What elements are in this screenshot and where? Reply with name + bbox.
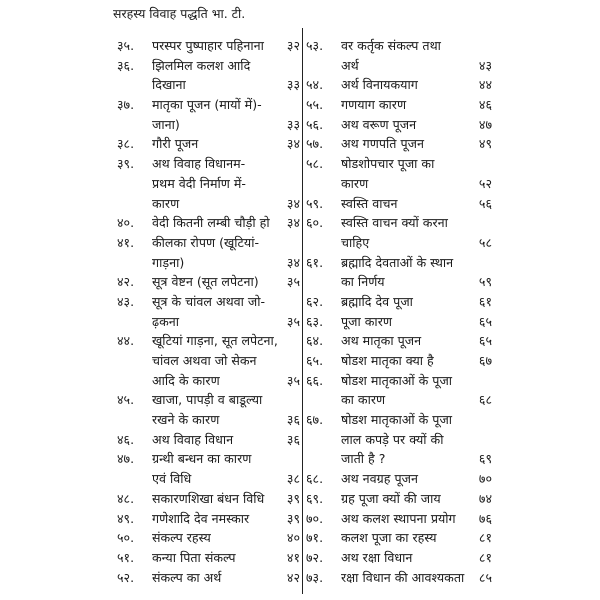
entry-title: स्वस्ति वाचन [341, 195, 398, 211]
toc-entry [306, 194, 492, 214]
entry-page-number: ५८ [478, 234, 492, 250]
entry-page-number: ६१ [478, 293, 492, 309]
toc-entry [117, 213, 300, 233]
entry-page-number: ८१ [478, 549, 492, 565]
entry-number: ६०. [306, 215, 324, 231]
toc-entry-line [117, 331, 300, 351]
entry-page-number: ४६ [478, 97, 492, 113]
toc-entry [117, 548, 300, 568]
contents-column-right [306, 36, 492, 587]
entry-page-number: ५६ [478, 195, 492, 211]
entry-title: सकारणशिखा बंधन विधि [152, 490, 265, 506]
toc-entry-line [306, 134, 492, 154]
entry-title: अथ वरूण पूजन [341, 116, 417, 132]
entry-title: रखने के कारण [152, 412, 220, 428]
entry-title: ब्रह्मादि देव पूजा [341, 293, 413, 309]
toc-entry-line [117, 469, 300, 489]
toc-entry-line [306, 489, 492, 509]
toc-entry-line [306, 351, 492, 371]
toc-entry [306, 469, 492, 489]
toc-entry [306, 154, 492, 193]
entry-number: ५८. [306, 156, 324, 172]
entry-page-number: ३४ [286, 254, 300, 270]
toc-entry-line [306, 36, 492, 56]
toc-entry-line [306, 312, 492, 332]
running-header: सरहस्य विवाह पद्धति भा. टी. [113, 6, 246, 21]
toc-entry [306, 253, 492, 292]
entry-number: ४५. [117, 392, 135, 408]
toc-entry-line [306, 95, 492, 115]
entry-title: प्रथम वेदी निर्माण में- [152, 175, 246, 191]
toc-entry [117, 233, 300, 272]
entry-title: सूत्र वेष्टन (सूत लपेटना) [152, 274, 259, 290]
toc-entry [117, 95, 300, 134]
toc-entry [306, 548, 492, 568]
toc-entry [306, 312, 492, 332]
toc-entry [306, 213, 492, 252]
entry-title: खाजा, पापड़ी व बाडूल्या [152, 392, 263, 408]
entry-number: ६९. [306, 490, 324, 506]
entry-page-number: ४० [286, 530, 300, 546]
toc-entry [306, 95, 492, 115]
toc-entry [117, 489, 300, 509]
entry-number: ५३. [306, 38, 324, 53]
entry-title: रक्षा विधान की आवश्यकता [341, 569, 465, 585]
entry-number: ४१. [117, 234, 135, 250]
toc-entry-line [306, 272, 492, 292]
entry-title: संकल्प का अर्थ [152, 569, 222, 585]
toc-entry-line [306, 410, 492, 430]
entry-title: एवं विधि [152, 471, 192, 487]
toc-entry [306, 528, 492, 548]
entry-title: अर्थ विनायकयाग [341, 77, 418, 93]
toc-entry-line [306, 509, 492, 529]
toc-entry [117, 154, 300, 213]
entry-title: स्वस्ति वाचन क्यों करना [341, 215, 448, 231]
entry-page-number: ३२ [286, 38, 300, 53]
toc-entry [306, 134, 492, 154]
entry-number: ६३. [306, 313, 324, 329]
entry-page-number: ३४ [286, 195, 300, 211]
entry-page-number: ६५ [478, 313, 492, 329]
toc-entry-line [306, 331, 492, 351]
toc-entry-line [117, 312, 300, 332]
entry-title: खूटियां गाड़ना, सूत लपेटना, [152, 333, 278, 349]
entry-title: ढ़कना [152, 313, 180, 329]
toc-entry-line [306, 56, 492, 76]
toc-entry [306, 115, 492, 135]
entry-title: का कारण [341, 392, 386, 408]
entry-number: ५७. [306, 136, 324, 152]
toc-entry-line [117, 194, 300, 214]
toc-entry-line [306, 174, 492, 194]
entry-page-number: ३४ [286, 136, 300, 152]
entry-title: गणेशादि देव नमस्कार [152, 510, 250, 526]
toc-entry-line [117, 36, 300, 56]
toc-entry-line [306, 75, 492, 95]
entry-title: आदि के कारण [152, 372, 220, 388]
entry-number: ६४. [306, 333, 324, 349]
entry-page-number: ४७ [478, 116, 492, 132]
toc-entry-line [306, 430, 492, 450]
entry-number: ६६. [306, 372, 324, 388]
entry-page-number: ४३ [478, 57, 492, 73]
toc-entry-line [117, 174, 300, 194]
entry-number: ६८. [306, 471, 324, 487]
contents-column-left [117, 36, 300, 587]
entry-number: ४३. [117, 293, 135, 309]
toc-entry-line [117, 56, 300, 76]
entry-page-number: ३३ [286, 77, 300, 93]
entry-number: ७२. [306, 549, 324, 565]
toc-entry-line [117, 154, 300, 174]
toc-entry-line [306, 449, 492, 469]
toc-entry-line [117, 134, 300, 154]
entry-number: ४७. [117, 451, 135, 467]
entry-title: कारण [341, 175, 369, 191]
entry-title: अथ कलश स्थापना प्रयोग [341, 510, 456, 526]
toc-entry-line [117, 410, 300, 430]
entry-title: षोडश मातृका क्या है [341, 353, 434, 368]
toc-entry-line [117, 390, 300, 410]
toc-entry-line [117, 233, 300, 253]
entry-page-number: ४१ [286, 549, 300, 565]
entry-page-number: ४९ [478, 136, 492, 152]
entry-title: जाती है ? [341, 451, 386, 467]
entry-number: ३५. [117, 38, 135, 53]
entry-number: ५०. [117, 530, 135, 546]
entry-page-number: ७६ [478, 510, 492, 526]
column-divider [302, 28, 303, 594]
entry-page-number: ७० [478, 471, 492, 487]
toc-entry [117, 528, 300, 548]
toc-entry [306, 292, 492, 312]
entry-title: वर कर्तृक संकल्प तथा [341, 38, 441, 53]
toc-entry-line [306, 371, 492, 391]
toc-entry-line [117, 449, 300, 469]
entry-title: चाहिए [341, 234, 370, 250]
toc-entry-line [306, 568, 492, 588]
entry-number: ७३. [306, 569, 324, 585]
entry-page-number: ६५ [478, 333, 492, 349]
entry-title: झिलमिल कलश आदि [152, 57, 251, 73]
entry-number: ४९. [117, 510, 135, 526]
entry-title: पूजा कारण [341, 313, 392, 329]
entry-page-number: ४२ [286, 569, 300, 585]
entry-title: षोडश मातृकाओं के पूजा [341, 372, 453, 388]
toc-entry-line [117, 253, 300, 273]
entry-title: परस्पर पुष्पाहार पहिनाना [152, 38, 264, 53]
toc-entry-line [117, 528, 300, 548]
toc-entry-line [117, 548, 300, 568]
entry-page-number: ३६ [286, 412, 300, 428]
toc-entry [117, 272, 300, 292]
toc-entry-line [306, 154, 492, 174]
entry-page-number: ५९ [478, 274, 492, 290]
toc-entry-line [117, 351, 300, 371]
entry-number: ५२. [117, 569, 135, 585]
entry-title: षोडश मातृकाओं के पूजा [341, 412, 453, 428]
toc-entry [117, 390, 300, 429]
entry-page-number: ३४ [286, 215, 300, 231]
entry-title: अथ मातृका पूजन [341, 333, 422, 349]
toc-entry-line [306, 548, 492, 568]
entry-number: ७१. [306, 530, 324, 546]
entry-title: गणयाग कारण [341, 97, 407, 113]
entry-number: ५५. [306, 97, 324, 113]
entry-page-number: ६९ [478, 451, 492, 467]
entry-number: ३९. [117, 156, 135, 172]
entry-page-number: ७४ [478, 490, 492, 506]
entry-page-number: ३६ [286, 431, 300, 447]
toc-entry-line [117, 568, 300, 588]
toc-entry [306, 568, 492, 588]
toc-entry-line [306, 213, 492, 233]
entry-number: ७०. [306, 510, 324, 526]
entry-page-number: ८१ [478, 530, 492, 546]
toc-entry [117, 331, 300, 390]
entry-title: ब्रह्मादि देवताओं के स्थान [341, 254, 454, 270]
toc-entry-line [117, 430, 300, 450]
toc-entry [306, 410, 492, 469]
entry-title: मातृका पूजन (मायों में)- [152, 97, 262, 113]
toc-entry-line [117, 115, 300, 135]
entry-page-number: ६८ [478, 392, 492, 408]
toc-entry-line [117, 75, 300, 95]
entry-title: जाना) [152, 116, 180, 132]
entry-title: गाड़ना) [152, 254, 185, 270]
entry-page-number: ३९ [286, 510, 300, 526]
entry-title: कलश पूजा का रहस्य [341, 530, 437, 546]
entry-page-number: ३५ [286, 372, 300, 388]
entry-number: ५६. [306, 116, 324, 132]
entry-number: ६७. [306, 412, 324, 428]
entry-title: अथ गणपति पूजन [341, 136, 424, 152]
toc-entry-line [117, 489, 300, 509]
entry-title: ग्रह पूजा क्यों की जाय [341, 490, 441, 506]
toc-entry [117, 509, 300, 529]
entry-title: कीलका रोपण (खूटियां- [152, 234, 260, 250]
entry-number: ५९. [306, 195, 324, 211]
toc-entry-line [117, 95, 300, 115]
toc-entry-line [117, 509, 300, 529]
entry-title: अर्थ [341, 57, 359, 73]
entry-page-number: ६७ [478, 353, 492, 368]
toc-entry-line [117, 292, 300, 312]
toc-entry-line [306, 253, 492, 273]
entry-title: संकल्प रहस्य [152, 530, 211, 546]
toc-entry [117, 430, 300, 450]
toc-entry-line [306, 194, 492, 214]
entry-number: ४४. [117, 333, 135, 349]
toc-entry-line [306, 528, 492, 548]
entry-number: ४६. [117, 431, 135, 447]
entry-page-number: ४४ [478, 77, 492, 93]
entry-title: षोडशोपचार पूजा का [341, 156, 435, 172]
entry-title: अथ विवाह विधान [152, 431, 234, 447]
toc-entry-line [306, 469, 492, 489]
toc-entry [117, 568, 300, 588]
entry-page-number: ५२ [478, 175, 492, 191]
entry-title: सूत्र के चांवल अथवा जो- [152, 293, 266, 309]
entry-number: ६२. [306, 293, 324, 309]
entry-number: ६१. [306, 254, 324, 270]
toc-entry [306, 36, 492, 75]
entry-title: वेदी कितनी लम्बी चौड़ी हो [152, 215, 270, 231]
entry-title: कारण [152, 195, 180, 211]
toc-entry [306, 489, 492, 509]
toc-entry-line [117, 371, 300, 391]
entry-title: अथ नवग्रह पूजन [341, 471, 418, 487]
entry-number: ४८. [117, 490, 135, 506]
toc-entry [306, 509, 492, 529]
entry-page-number: ३३ [286, 116, 300, 132]
entry-title: कन्या पिता संकल्प [152, 549, 236, 565]
entry-number: ५४. [306, 77, 324, 93]
toc-entry-line [306, 233, 492, 253]
entry-title: दिखाना [152, 77, 186, 93]
entry-title: अथ विवाह विधानम- [152, 156, 246, 172]
entry-number: ६५. [306, 353, 324, 368]
toc-entry [117, 36, 300, 56]
toc-entry [117, 449, 300, 488]
entry-page-number: ३८ [286, 471, 300, 487]
entry-title: लाल कपड़े पर क्यों की [341, 431, 444, 447]
toc-entry-line [117, 213, 300, 233]
toc-entry-line [306, 390, 492, 410]
toc-entry-line [306, 115, 492, 135]
toc-entry-line [306, 292, 492, 312]
toc-entry [306, 371, 492, 410]
toc-entry [117, 292, 300, 331]
toc-entry-line [117, 272, 300, 292]
entry-number: ५१. [117, 549, 135, 565]
toc-entry [117, 134, 300, 154]
entry-title: का निर्णय [341, 274, 385, 290]
entry-title: गौरी पूजन [152, 136, 199, 152]
entry-number: ४२. [117, 274, 135, 290]
entry-title: ग्रन्थी बन्धन का कारण [152, 451, 252, 467]
entry-page-number: ३९ [286, 490, 300, 506]
entry-title: अथ रक्षा विधान [341, 549, 413, 565]
toc-entry [117, 56, 300, 95]
toc-entry [306, 75, 492, 95]
entry-page-number: ३५ [286, 274, 300, 290]
entry-number: ४०. [117, 215, 135, 231]
entry-number: ३८. [117, 136, 135, 152]
entry-page-number: ३५ [286, 313, 300, 329]
entry-title: चांवल अथवा जो सेकन [152, 353, 257, 368]
toc-entry [306, 331, 492, 351]
entry-number: ३७. [117, 97, 135, 113]
entry-number: ३६. [117, 57, 135, 73]
toc-entry [306, 351, 492, 371]
entry-page-number: ८५ [478, 569, 492, 585]
